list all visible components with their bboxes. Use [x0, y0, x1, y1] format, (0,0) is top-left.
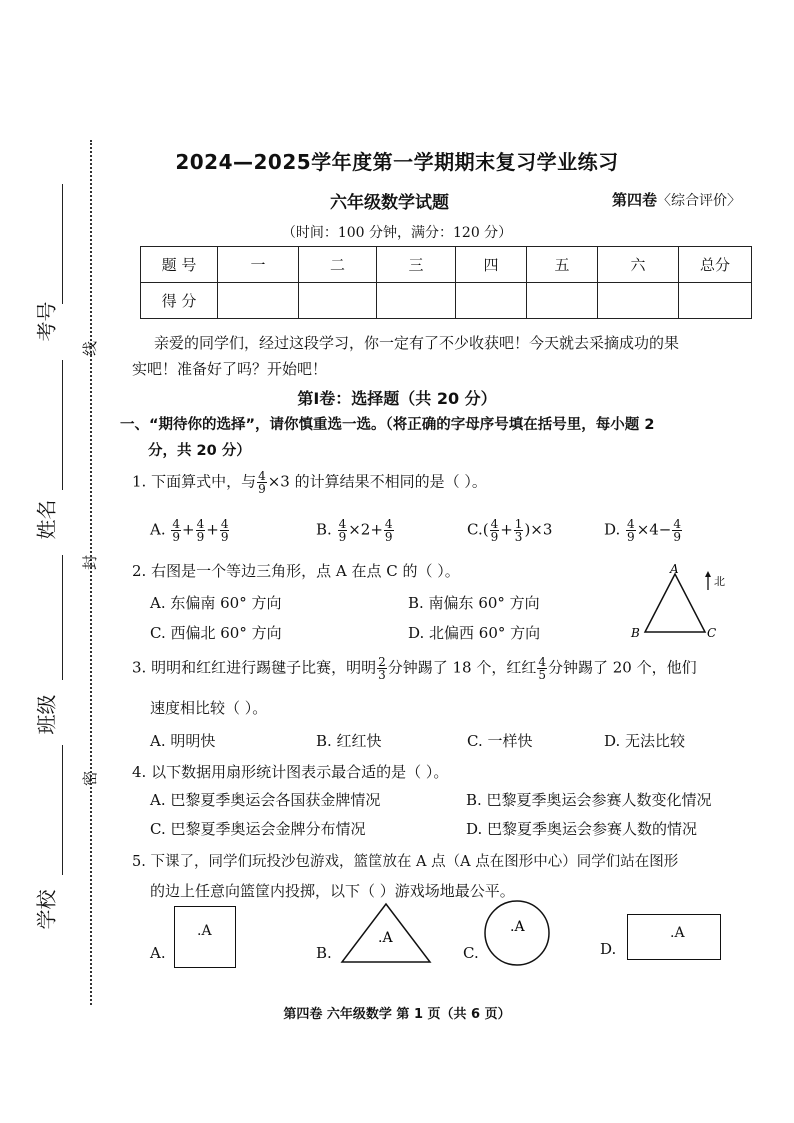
q2-option-a[interactable]: A. 东偏南 60° 方向	[150, 594, 282, 612]
equilateral-triangle-figure	[625, 560, 735, 645]
exam-number-label: 考号	[34, 301, 59, 342]
q3-option-c[interactable]: C. 一样快	[467, 732, 533, 750]
col-header: 三	[377, 247, 456, 283]
volume-label	[612, 189, 741, 210]
row-label-question-no: 题 号	[141, 247, 218, 283]
page-footer: 第四卷 六年级数学 第 1 页（共 6 页）	[283, 1007, 511, 1022]
question-3: 3. 明明和红红进行踢毽子比赛，明明 $\frac{2}{3}$ 分钟踢了 18 个，红红 $\frac{4}{5}$ 分钟踢了 20 个，他们	[132, 655, 697, 682]
q3-option-d[interactable]: D. 无法比较	[604, 732, 686, 750]
q4-option-b[interactable]: B. 巴黎夏季奥运会参赛人数变化情况	[466, 791, 712, 809]
question-3-line-2: 速度相比较（ ）。	[150, 699, 268, 717]
question-2: 2. 右图是一个等边三角形，点 A 在点 C 的（ ）。	[132, 562, 460, 580]
volume-note: 〈综合评价〉	[657, 193, 742, 209]
q1-option-c[interactable]: C.( $\frac{4}{9}$ + $\frac{1}{3}$ )×3	[467, 517, 553, 544]
col-header: 四	[456, 247, 527, 283]
school-label: 学校	[34, 889, 59, 930]
col-header: 五	[527, 247, 598, 283]
col-header: 一	[218, 247, 299, 283]
name-label: 姓名	[34, 499, 59, 540]
section-title: 第Ⅰ卷：选择题（共 20 分）	[297, 389, 497, 408]
q1-option-d[interactable]: D. $\frac{4}{9}$ ×4− $\frac{4}{9}$	[604, 517, 682, 544]
q1-suffix: ×3 的计算结果不相同的是（ ）。	[267, 472, 487, 491]
q2-option-b[interactable]: B. 南偏东 60° 方向	[408, 594, 540, 612]
section-heading-line-2: 分，共 20 分）	[148, 443, 251, 459]
intro-line-2: 实吧！准备好了吗？开始吧！	[132, 360, 328, 378]
svg-text:C: C	[707, 626, 717, 640]
col-header: 六	[598, 247, 679, 283]
binding-word-line: 线	[81, 340, 100, 357]
col-header: 总分	[679, 247, 752, 283]
q5-rectangle-figure: .A	[627, 914, 721, 960]
q5-option-b-label[interactable]: B.	[316, 944, 332, 962]
q2-option-d[interactable]: D. 北偏西 60° 方向	[408, 624, 541, 642]
svg-text:.A: .A	[378, 930, 393, 946]
q4-option-c[interactable]: C. 巴黎夏季奥运会金牌分布情况	[150, 820, 366, 838]
q2-option-c[interactable]: C. 西偏北 60° 方向	[150, 624, 282, 642]
q4-option-d[interactable]: D. 巴黎夏季奥运会参赛人数的情况	[466, 820, 698, 838]
fraction: $\frac{4}{9}$	[258, 469, 266, 496]
class-underline	[62, 555, 63, 680]
score-cell[interactable]	[527, 283, 598, 319]
class-label: 班级	[34, 694, 59, 735]
score-cell[interactable]	[218, 283, 299, 319]
binding-word-seal: 封	[81, 554, 100, 571]
svg-text:B: B	[631, 626, 640, 640]
q5-circle-figure	[482, 898, 552, 968]
svg-text:.A: .A	[510, 919, 525, 935]
school-underline	[62, 745, 63, 875]
binding-dotted-line	[90, 140, 92, 1005]
q5-square-figure: .A	[174, 906, 236, 968]
exam-meta: （时间：100 分钟，满分：120 分）	[281, 225, 513, 241]
q1-prefix: 1. 下面算式中，与	[132, 472, 257, 491]
section-heading-line-1: 一、“期待你的选择”，请你慎重选一选。（将正确的字母序号填在括号里，每小题 2	[120, 417, 655, 433]
question-4: 4. 以下数据用扇形统计图表示最合适的是（ ）。	[132, 763, 449, 781]
q3-option-b[interactable]: B. 红红快	[316, 732, 382, 750]
q5-option-d-label[interactable]: D.	[600, 940, 617, 958]
question-5-line-2: 的边上任意向篮筐内投掷，以下（ ）游戏场地最公平。	[150, 882, 515, 900]
score-cell[interactable]	[679, 283, 752, 319]
q1-option-b[interactable]: B. $\frac{4}{9}$ ×2+ $\frac{4}{9}$	[316, 517, 393, 544]
svg-text:北: 北	[714, 575, 725, 588]
row-label-score: 得 分	[141, 283, 218, 319]
intro-line-1: 亲爱的同学们，经过这段学习，你一定有了不少收获吧！今天就去采摘成功的果	[154, 334, 680, 352]
score-table	[140, 246, 752, 319]
score-cell[interactable]	[377, 283, 456, 319]
svg-text:A: A	[670, 562, 679, 576]
volume-name: 第四卷	[612, 191, 658, 209]
question-5: 5. 下课了，同学们玩投沙包游戏，篮筐放在 A 点（A 点在图形中心）同学们站在图形	[132, 854, 679, 870]
binding-word-secret: 密	[81, 770, 100, 787]
q5-option-c-label[interactable]: C.	[463, 944, 479, 962]
exam-title: 2024—2025学年度第一学期期末复习学业练习	[175, 150, 619, 174]
name-underline	[62, 360, 63, 490]
score-cell[interactable]	[598, 283, 679, 319]
score-cell[interactable]	[299, 283, 377, 319]
question-1	[132, 470, 487, 495]
q5-option-a-label[interactable]: A.	[150, 944, 166, 962]
score-cell[interactable]	[456, 283, 527, 319]
q5-triangle-figure	[338, 900, 434, 966]
col-header: 二	[299, 247, 377, 283]
q4-option-a[interactable]: A. 巴黎夏季奥运会各国获金牌情况	[150, 791, 381, 809]
exam-number-underline	[62, 184, 63, 304]
exam-subtitle: 六年级数学试题	[330, 193, 449, 213]
q1-option-a[interactable]: A. $\frac{4}{9}$ + $\frac{4}{9}$ + $\frac{4}{9}$	[150, 517, 229, 544]
q3-option-a[interactable]: A. 明明快	[150, 732, 216, 750]
